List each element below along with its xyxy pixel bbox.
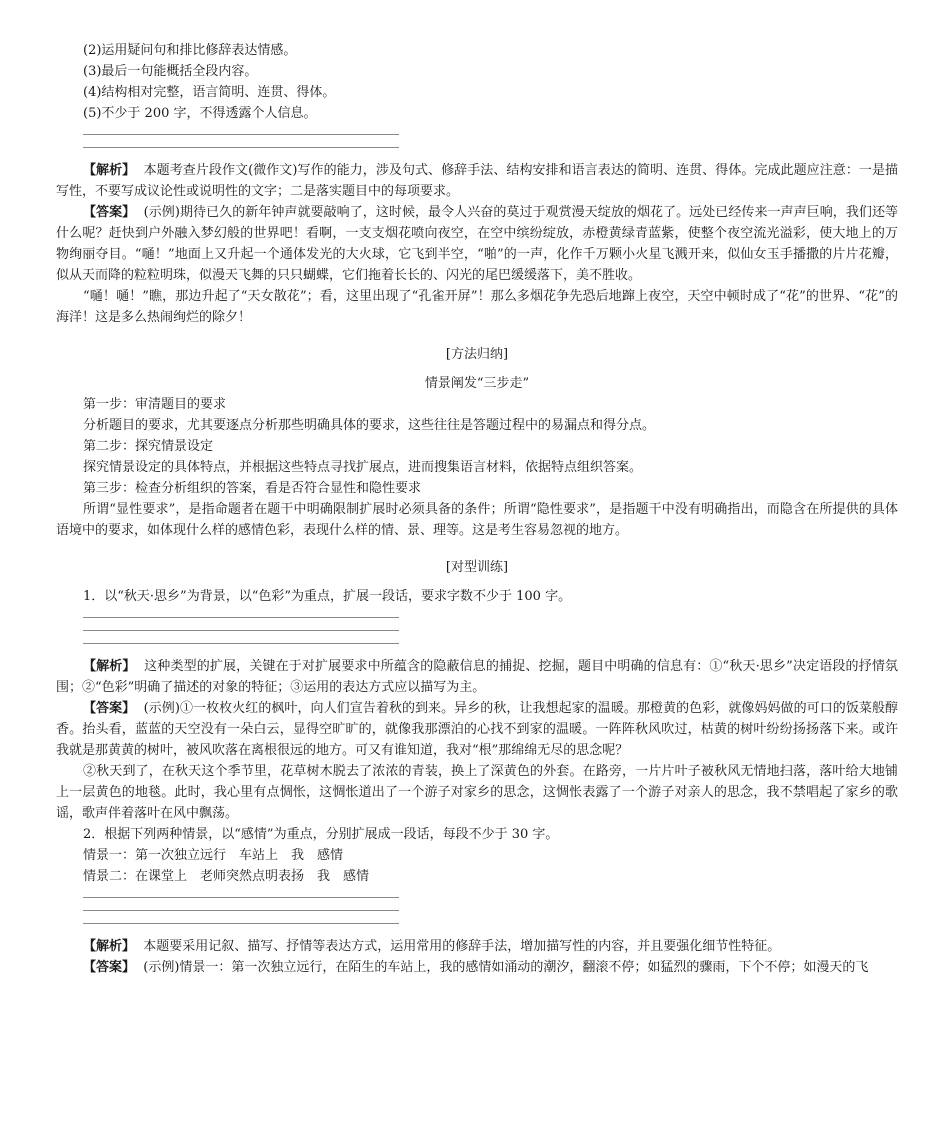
answer-label: 【答案】	[83, 960, 136, 975]
answer-label: 【答案】	[83, 701, 136, 716]
method-subtitle: 情景阐发“三步走”	[424, 376, 530, 391]
answer-paragraph-continued: “嗵！嗵！”瞧，那边升起了“天女散花”；看，这里出现了“孔雀开屏”！那么多烟花争先恐后地蹿上夜空，天空中顿时成了“花”的世界、“花”的海洋！这是多么热闹绚烂的除夕！	[56, 289, 898, 325]
document-page	[56, 40, 898, 978]
section-title-training: [对型训练]	[445, 560, 509, 575]
answer-blank-line	[83, 630, 399, 631]
requirement-item: (4)结构相对完整，语言简明、连贯、得体。	[83, 85, 336, 100]
requirement-item: (5)不少于 200 字，不得透露个人信息。	[83, 106, 317, 121]
method-paragraph: 所谓“显性要求”，是指命题者在题干中明确限制扩展时必须具备的条件；所谓“隐性要求”，是指题干中没有明确指出，而隐含在所提供的具体语境中的要求，如体现什么样的感情色彩，表现什么样的情、景、理等。这是考生容易忽视的地方。	[56, 502, 898, 538]
answer-paragraph-continued: ②秋天到了，在秋天这个季节里，花草树木脱去了浓浓的青装，换上了深黄色的外套。在路旁，一片片叶子被秋风无情地扫落，落叶给大地铺上一层黄色的地毯。此时，我心里有点惆怅，这惆怅道出了一个游子对家乡的思念，这惆怅表露了一个游子对亲人的思念，我不禁唱起了家乡的歌谣，歌声伴着落叶在风中飘荡。	[56, 764, 898, 821]
analysis-label: 【解析】	[83, 163, 136, 178]
question-2: 2．根据下列两种情景，以“感情”为重点，分别扩展成一段话，每段不少于 30 字。	[83, 827, 559, 842]
question-1: 1．以“秋天·思乡”为背景，以“色彩”为重点，扩展一段话，要求字数不少于 100 字。	[83, 589, 572, 604]
scene-2: 情景二：在课堂上 老师突然点明表扬 我 感情	[83, 869, 370, 884]
answer-blank-line	[83, 147, 399, 148]
answer-blank-line	[83, 643, 399, 644]
answer-label: 【答案】	[83, 205, 136, 220]
method-step: 第二步：探究情景设定	[83, 439, 214, 454]
analysis-paragraph: 【解析】 本题考查片段作文(微作文)写作的能力，涉及句式、修辞手法、结构安排和语言表达的简明、连贯、得体。完成此题应注意：一是描写性，不要写成议论性或说明性的文字；二是落实题目中的每项要求。	[56, 163, 898, 199]
analysis-label: 【解析】	[83, 939, 136, 954]
analysis-label: 【解析】	[83, 659, 136, 674]
answer-blank-line	[83, 910, 399, 911]
method-text: 探究情景设定的具体特点，并根据这些特点寻找扩展点，进而搜集语言材料，依据特点组织答案。	[83, 460, 643, 475]
analysis-paragraph: 【解析】 这种类型的扩展，关键在于对扩展要求中所蕴含的隐蔽信息的捕捉、挖掘，题目中明确的信息有：①“秋天·思乡”决定语段的抒情氛围；②“色彩”明确了描述的对象的特征；③运用的表达方式应以描写为主。	[56, 659, 898, 695]
method-step: 第一步：审清题目的要求	[83, 397, 227, 412]
answer-paragraph: 【答案】 (示例)①一枚枚火红的枫叶，向人们宣告着秋的到来。异乡的秋，让我想起家的温暖。那橙黄的色彩，就像妈妈做的可口的饭菜般醇香。抬头看，蓝蓝的天空没有一朵白云，显得空旷旷的，就像我那漂泊的心找不到家的温暖。一阵阵秋风吹过，枯黄的树叶纷纷扬扬落下来。或许我就是那黄黄的树叶，被风吹落在离根很远的地方。可又有谁知道，我对“根”那绵绵无尽的思念呢？	[56, 701, 898, 758]
answer-blank-line	[83, 897, 399, 898]
method-step: 第三步：检查分析组织的答案，看是否符合显性和隐性要求	[83, 481, 422, 496]
section-title-method: [方法归纳]	[445, 347, 509, 362]
method-text: 分析题目的要求，尤其要逐点分析那些明确具体的要求，这些往往是答题过程中的易漏点和得分点。	[83, 418, 656, 433]
answer-paragraph: 【答案】 (示例)期待已久的新年钟声就要敲响了，这时候，最令人兴奋的莫过于观赏漫天绽放的烟花了。远处已经传来一声声巨响，我们还等什么呢？赶快到户外融入梦幻般的世界吧！看啊，一支支烟花喷向夜空，在空中缤纷绽放，赤橙黄绿青蓝紫，使整个夜空流光溢彩，使大地上的万物绚丽夺目。“嗵！”地面上又升起一个通体发光的大火球，它飞到半空，“啪”的一声，化作千万颗小火星飞溅开来，似仙女玉手播撒的片片花瓣，似从天而降的粒粒明珠，似漫天飞舞的只只蝴蝶，它们拖着长长的、闪光的尾巴缓缓落下，美不胜收。	[56, 205, 898, 283]
answer-paragraph: 【答案】 (示例)情景一：第一次独立远行，在陌生的车站上，我的感情如涌动的潮汐，翻滚不停；如猛烈的骤雨，下个不停；如漫天的飞	[83, 960, 869, 975]
analysis-paragraph: 【解析】 本题要采用记叙、描写、抒情等表达方式，运用常用的修辞手法，增加描写性的内容，并且要强化细节性特征。	[83, 939, 781, 954]
requirements-list	[56, 40, 898, 124]
scene-1: 情景一：第一次独立远行 车站上 我 感情	[83, 848, 344, 863]
requirement-item: (2)运用疑问句和排比修辞表达情感。	[83, 43, 297, 58]
answer-blank-line	[83, 923, 399, 924]
answer-blank-line	[83, 617, 399, 618]
answer-blank-line	[83, 134, 399, 135]
requirement-item: (3)最后一句能概括全段内容。	[83, 64, 258, 79]
